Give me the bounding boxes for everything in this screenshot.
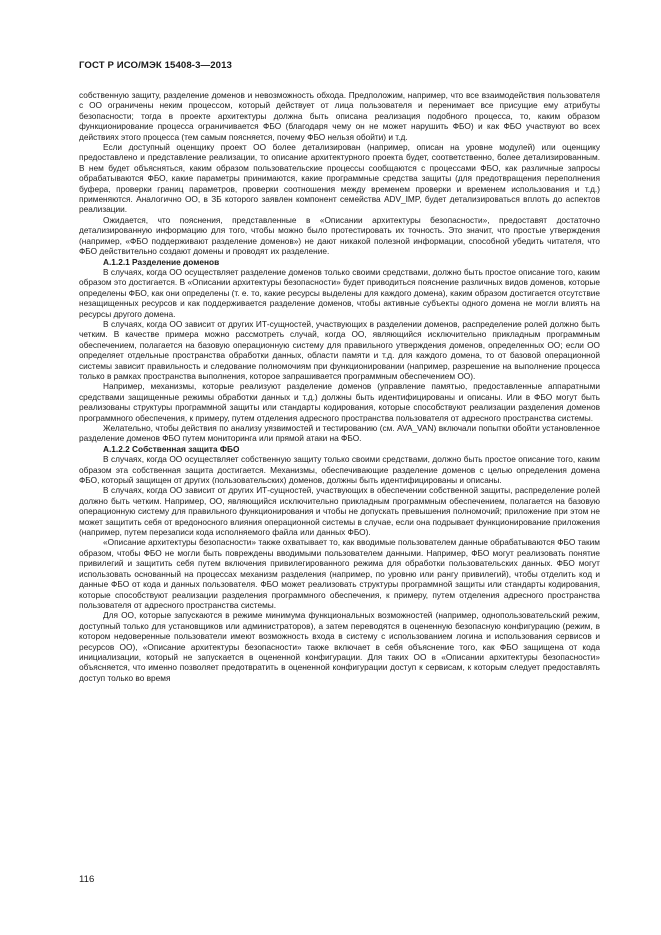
paragraph: Например, механизмы, которые реализуют разделение доменов (управление памятью, предоставленные аппаратными средствами защищенные режимы обработки данных и т.д.) должны быть идентифицированы и описаны. Или в ФБО могут быть реализованы структуры программной защиты или стандарты кодирования, которые способствуют реализации разделения доменов программного обеспечения, к примеру, путем отделения адресного пространства пользователя от адресного пространства системы. bbox=[79, 381, 600, 423]
section-heading-domain-separation: А.1.2.1 Разделение доменов bbox=[103, 256, 220, 267]
paragraph: Если доступный оценщику проект ОО более детализирован (например, описан на уровне модулей) или оценщику предоставлено и представление реализации, то описание архитектурного проекта будет, соответственно, более детализированным. В нем будет объясняться, каким образом пользовательские процессы сообщаются с процессами ФБО, как различные запросы обрабатываются ФБО, какие параметры принимаются, какие программные средства защиты (для предотвращения переполнения буфера, проверки границ параметров, проверки соотношения между временем проверки и временем использования и т.д.) применяются. Аналогично ОО, в ЗБ которого заявлен компонент семейства ADV_IMP, будет детализироваться вплоть до аспектов реализации. bbox=[79, 142, 600, 215]
paragraph: В случаях, когда ОО осуществляет разделение доменов только своими средствами, должно быть простое описание того, каким образом это достигается. В «Описании архитектуры безопасности» будет приводиться пояснение различных видов доменов, которые определены ФБО, как они определены (т. е. то, какие ресурсы выделены для каждого домена), каким образом достигается отсутствие незащищенных ресурсов и как поддерживается разделение доменов, чтобы активные субъекты одного домена не могли влиять на ресурсы другого домена. bbox=[79, 266, 600, 319]
paragraph: В случаях, когда ОО зависит от других ИТ-сущностей, участвующих в обеспечении собственной защиты, распределение ролей должно быть четким. Например, ОО, являющийся исключительно прикладным программным обеспечением, полагается на базовую операционную систему для правильного функционирования и чтобы не допускать превышения полномочий; приложение при этом не может защитить себя от вредоносного влияния операционной системы в случае, если она подрывает функционирование приложения (например, путем перезаписи кода исполняемого файла или данных ФБО). bbox=[79, 485, 600, 538]
document-body bbox=[79, 90, 600, 683]
document-header: ГОСТ Р ИСО/МЭК 15408-3—2013 bbox=[79, 60, 232, 71]
paragraph: Для ОО, которые запускаются в режиме минимума функциональных возможностей (например, однопользовательский режим, доступный только для установщиков или администраторов), а затем переводятся в оцененную безопасную конфигурацию (режим, в котором недоверенные пользователи имеют возможность входа в систему с использованием логина и использования сервисов и ресурсов ОО), «Описание архитектуры безопасности» также включает в себя объяснение того, как ФБО защищена от кода инициализации, который не запускается в оцененной конфигурации. Для таких ОО в «Описании архитектуры безопасности» объясняется, что именно позволяет предотвратить в оцененной конфигурации доступ к сервисам, к которым следует предоставлять доступ только во время bbox=[79, 610, 600, 683]
paragraph: «Описание архитектуры безопасности» также охватывает то, как вводимые пользователем данные обрабатываются ФБО таким образом, чтобы ФБО не могли быть повреждены вводимыми пользователем данными. Например, ФБО могут реализовать понятие привилегий и защитить себя путем включения привилегированного режима для обработки пользовательских данных. ФБО могут использовать основанный на процессах механизм разделения (например, по уровню или рангу привилегий), чтобы отделить код и данные ФБО от кода и данных пользователя. ФБО может реализовать структуры программной защиты или стандарты кодирования, которые способствуют реализации разделения программного обеспечения, к примеру, путем отделения адресного пространства пользователя от адресного пространства системы. bbox=[79, 537, 600, 610]
paragraph: В случаях, когда ОО осуществляет собственную защиту только своими средствами, должно быть простое описание того, каким образом эта собственная защита достигается. Механизмы, обеспечивающие разделение доменов с целью определения домена ФБО, который защищен от других (пользовательских) доменов, должны быть идентифицированы и описаны. bbox=[79, 454, 600, 486]
paragraph: собственную защиту, разделение доменов и невозможность обхода. Предположим, например, что все взаимодействия пользователя с ОО ограничены неким процессом, который действует от лица пользователя и перенимает все присущие ему атрибуты безопасности; тогда в проекте архитектуры должна быть описана реализация подобного процесса, то, каким образом функционирование процесса ограничивается ФБО (благодаря чему он не может нарушить ФБО) и как ФБО участвуют во всех действиях этого процесса (тем самым поясняется, почему ФБО нельзя обойти) и т.д. bbox=[79, 90, 600, 142]
section-heading-self-protection: А.1.2.2 Собственная защита ФБО bbox=[103, 443, 240, 454]
paragraph: Желательно, чтобы действия по анализу уязвимостей и тестированию (см. AVA_VAN) включали попытки обойти установленное разделение доменов ФБО путем мониторинга или прямой атаки на ФБО. bbox=[79, 423, 600, 444]
page-number: 116 bbox=[79, 874, 95, 885]
paragraph: В случаях, когда ОО зависит от других ИТ-сущностей, участвующих в разделении доменов, распределение ролей должно быть четким. В качестве примера можно рассмотреть случай, когда ОО, являющийся исключительно прикладным программным обеспечением, полагается на базовую операционную систему для правильного утверждения доменов, определенных ОО; если ОО определяет отдельные пространства обработки данных, области памяти и т.д. для каждого домена, то от базовой операционной системы зависит правильность и следование полномочиям при функционировании (например, разрешение на выполнение процесса только в рамках пространства выполнения, которое запрашивается программным обеспечением ОО). bbox=[79, 318, 600, 381]
paragraph: Ожидается, что пояснения, представленные в «Описании архитектуры безопасности», предоставят достаточно детализированную информацию для того, чтобы можно было протестировать их точность. Это значит, что простые утверждения (например, «ФБО поддерживают разделение доменов») не дают никакой полезной информации, способной убедить читателя, что ФБО действительно создают домены и проводят их разделение. bbox=[79, 214, 600, 257]
